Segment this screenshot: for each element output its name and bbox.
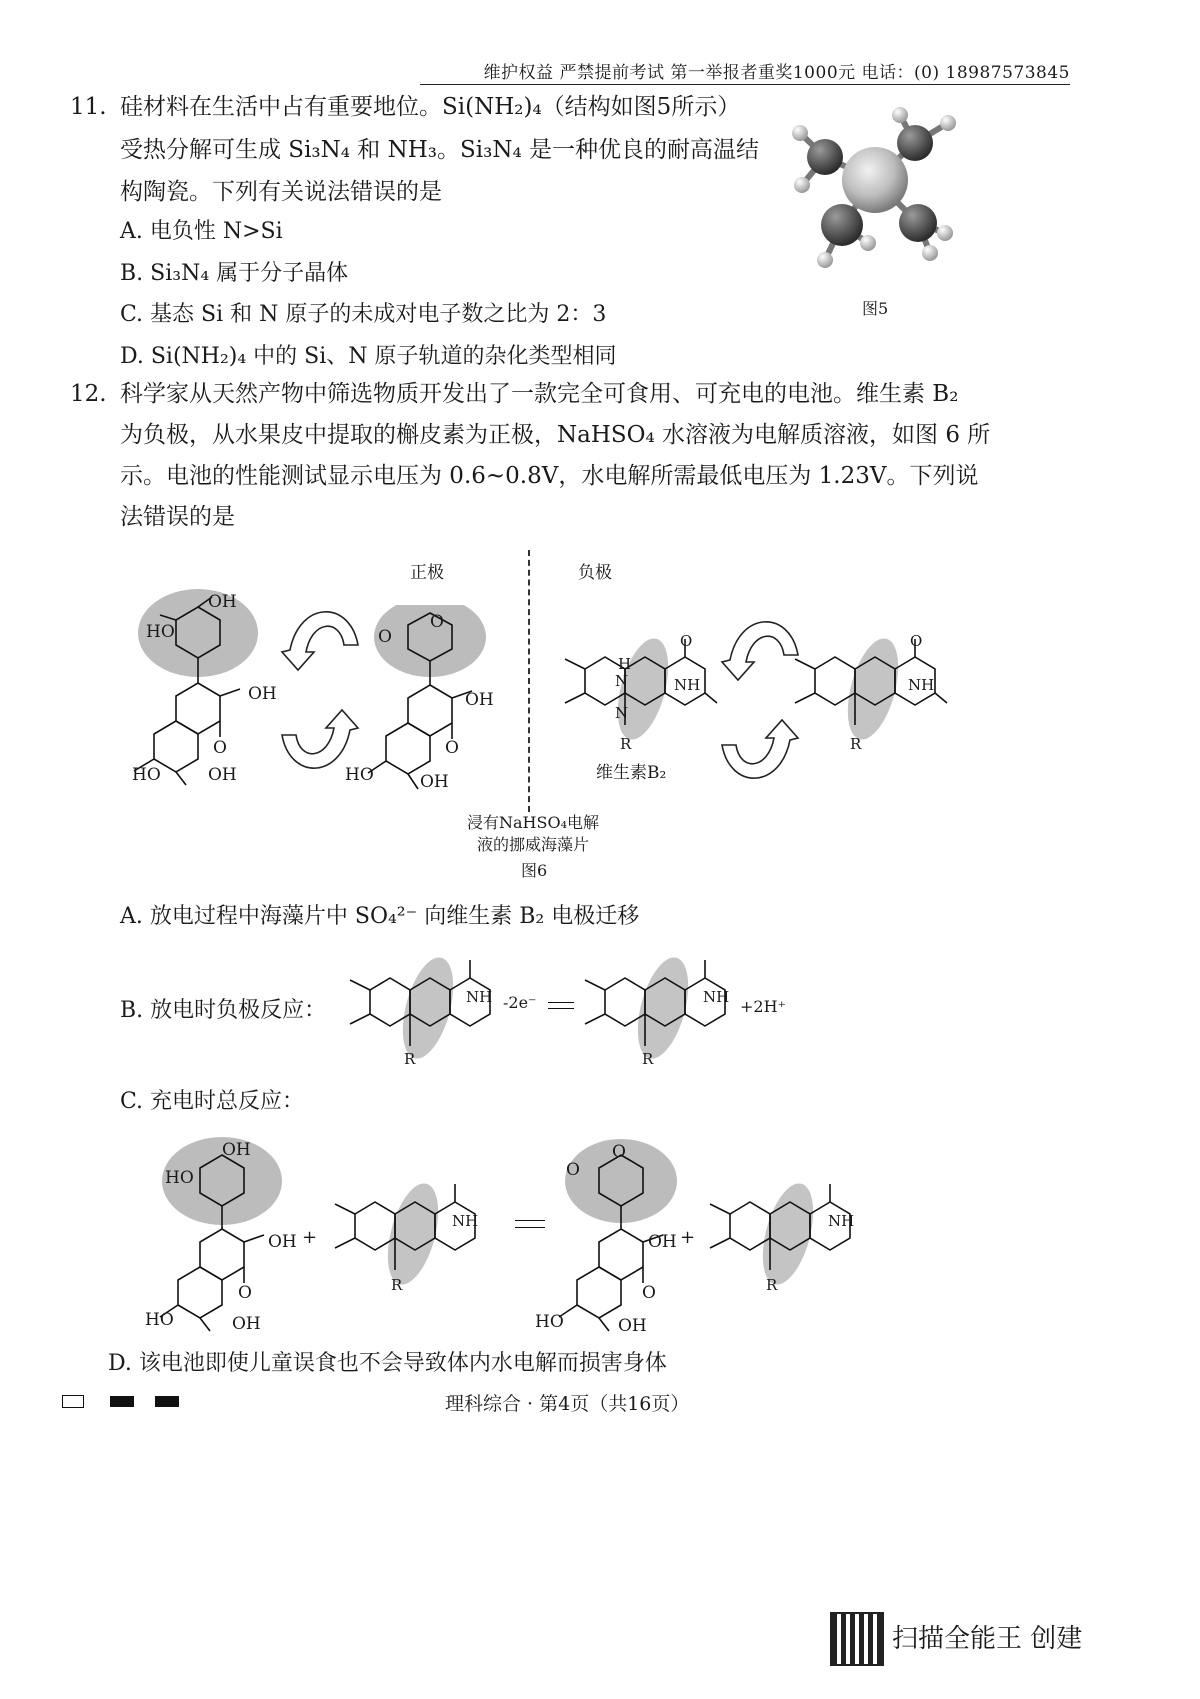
- figure5-caption: 图5: [862, 299, 889, 318]
- option-c-flavin-nh: NH: [452, 1212, 479, 1230]
- quercetin-ox-oh-bottom: OH: [420, 772, 449, 792]
- option-b-nh: NH: [466, 988, 493, 1006]
- option-c-qo-ho-bottom: HO: [535, 1312, 564, 1332]
- option-b-minus-2e: -2e⁻: [503, 993, 537, 1012]
- option-b-reactant-flavin: [330, 950, 520, 1070]
- quercetin-oh-mid: OH: [248, 684, 277, 704]
- flavin-ox-r: R: [850, 735, 862, 753]
- vitamin-b2-label: 维生素B₂: [596, 763, 667, 783]
- option-b-product-flavin: [565, 950, 755, 1070]
- quercetin-ox-o-left: O: [378, 627, 392, 647]
- q12-line-1: 科学家从天然产物中筛选物质开发出了一款完全可食用、可充电的电池。维生素 B₂: [120, 381, 959, 407]
- figure6-seaweed-line-1: 浸有NaHSO₄电解: [467, 813, 599, 832]
- flavin-ox-nh: NH: [908, 676, 935, 694]
- quercetin-oh-bottom: OH: [208, 765, 237, 785]
- redox-arrows-left: [270, 590, 370, 790]
- option-c-q-oh-mid: OH: [268, 1232, 297, 1252]
- q11-option-c: C. 基态 Si 和 N 原子的未成对电子数之比为 2：3: [120, 302, 607, 327]
- option-c-flavin-ox-nh: NH: [828, 1212, 855, 1230]
- q11-option-a: A. 电负性 N>Si: [120, 219, 283, 244]
- page-footer: 理科综合 · 第4页（共16页）: [445, 1393, 690, 1415]
- option-c-equals-bottom: [515, 1227, 545, 1228]
- scanner-watermark: 扫描全能王 创建: [892, 1624, 1083, 1654]
- option-c-plus-1: +: [302, 1227, 318, 1248]
- quercetin-ho-bottom: HO: [132, 765, 161, 785]
- flavin-red-o-top: O: [680, 632, 693, 650]
- q12-option-b: B. 放电时负极反应：: [120, 998, 327, 1023]
- footer-mark-hollow: [62, 1395, 84, 1408]
- quercetin-o-keto: O: [213, 738, 227, 758]
- quercetin-oh-top: OH: [208, 592, 237, 612]
- figure6-positive-label: 正极: [410, 563, 444, 583]
- qr-code-icon: [830, 1612, 884, 1666]
- option-c-q-ho-left: HO: [165, 1168, 194, 1188]
- q11-number: 11.: [70, 94, 107, 120]
- q12-line-2: 为负极，从水果皮中提取的槲皮素为正极，NaHSO₄ 水溶液为电解质溶液，如图 6 所: [120, 422, 991, 448]
- header-rule: [420, 84, 1070, 85]
- q12-option-d: D. 该电池即使儿童误食也不会导致体内水电解而损害身体: [108, 1351, 667, 1376]
- q12-number: 12.: [70, 381, 107, 407]
- option-c-flavin-oxidized: [690, 1170, 880, 1300]
- flavin-red-n-bottom: N: [615, 704, 629, 722]
- flavin-ox-o-top: O: [910, 632, 923, 650]
- option-c-q-o-keto: O: [238, 1283, 252, 1303]
- option-c-qo-o-top: O: [612, 1142, 626, 1162]
- q11-option-d: D. Si(NH₂)₄ 中的 Si、N 原子轨道的杂化类型相同: [120, 344, 617, 369]
- quercetin-ox-o-keto: O: [445, 738, 459, 758]
- q12-option-a: A. 放电过程中海藻片中 SO₄²⁻ 向维生素 B₂ 电极迁移: [120, 904, 640, 929]
- flavin-red-n-top: N: [615, 672, 629, 690]
- option-c-flavin-r: R: [391, 1276, 403, 1294]
- q11-line-2: 受热分解可生成 Si₃N₄ 和 NH₃。Si₃N₄ 是一种优良的耐高温结: [120, 137, 760, 163]
- q12-line-4: 法错误的是: [120, 504, 235, 530]
- option-c-equals-top: [515, 1220, 545, 1221]
- q12-option-c: C. 充电时总反应：: [120, 1089, 305, 1114]
- figure6-negative-label: 负极: [578, 563, 612, 583]
- quercetin-ox-o-top: O: [430, 612, 444, 632]
- figure6-seaweed-line-2: 液的挪威海藻片: [476, 835, 589, 854]
- option-b-r: R: [404, 1050, 416, 1068]
- figure6-caption: 图6: [521, 861, 548, 880]
- option-b-product-r: R: [642, 1050, 654, 1068]
- flavin-red-r: R: [620, 735, 632, 753]
- quercetin-ox-oh-mid: OH: [465, 690, 494, 710]
- flavin-red-nh: NH: [674, 676, 701, 694]
- option-c-q-oh-top: OH: [222, 1140, 251, 1160]
- q11-line-3: 构陶瓷。下列有关说法错误的是: [120, 179, 442, 205]
- option-c-qo-oh-bottom: OH: [618, 1316, 647, 1336]
- figure6-separator: [528, 550, 530, 812]
- option-c-plus-2: +: [680, 1227, 696, 1248]
- option-c-q-oh-bottom: OH: [232, 1314, 261, 1334]
- option-c-flavin-reduced: [315, 1170, 505, 1300]
- q11-line-1: 硅材料在生活中占有重要地位。Si(NH₂)₄（结构如图5所示）: [120, 94, 741, 120]
- figure5-molecule: [780, 95, 980, 295]
- flavin-red-h-top: H: [618, 655, 632, 673]
- option-c-qo-o-keto: O: [642, 1283, 656, 1303]
- q12-line-3: 示。电池的性能测试显示电压为 0.6~0.8V，水电解所需最低电压为 1.23V。下列说: [120, 463, 979, 489]
- header-notice: 维护权益 严禁提前考试 第一举报者重奖1000元 电话：(0) 18987573845: [483, 63, 1070, 83]
- option-c-qo-oh-mid: OH: [648, 1232, 677, 1252]
- option-c-flavin-ox-r: R: [766, 1276, 778, 1294]
- q11-option-b: B. Si₃N₄ 属于分子晶体: [120, 261, 349, 286]
- quercetin-ox-ho-bottom: HO: [345, 765, 374, 785]
- option-c-qo-o-left: O: [566, 1160, 580, 1180]
- option-b-plus-2h: +2H⁺: [740, 997, 786, 1016]
- footer-mark-solid-1: [110, 1396, 134, 1407]
- option-c-q-ho-bottom: HO: [145, 1310, 174, 1330]
- footer-mark-solid-2: [155, 1396, 179, 1407]
- quercetin-ho-left: HO: [146, 622, 175, 642]
- option-b-product-nh: NH: [703, 988, 730, 1006]
